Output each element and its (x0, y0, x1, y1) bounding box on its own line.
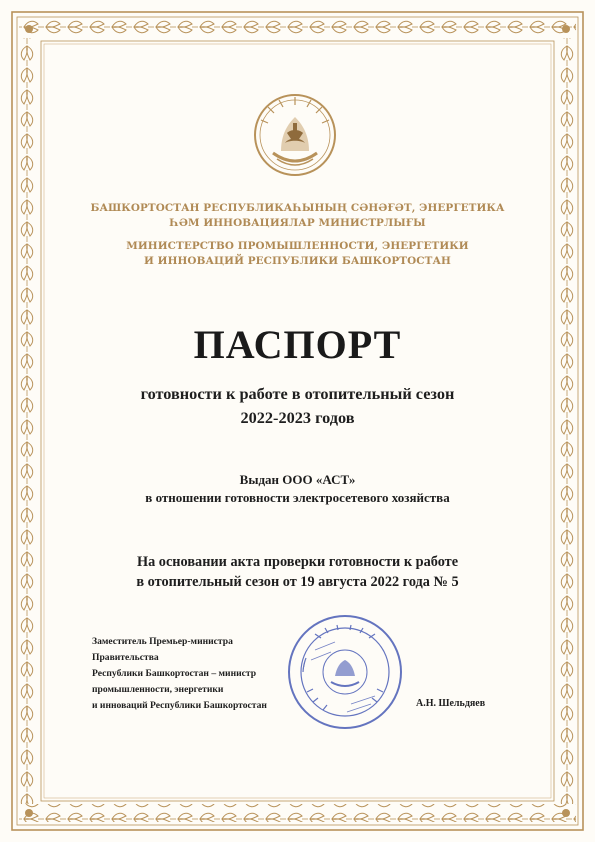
bashkortostan-emblem (253, 93, 337, 177)
ministry-name-bashkir (60, 201, 535, 231)
signatory-position-line2: Правительства (92, 652, 159, 663)
issued-scope-line: в отношении готовности электросетевого хозяйства (145, 490, 450, 505)
ministry-name-russian (60, 239, 535, 269)
basis-line1: На основании акта проверки готовности к работе (136, 554, 459, 570)
signatory-position-line1: Заместитель Премьер-министра (92, 636, 233, 647)
subtitle-line2: 2022-2023 годов (240, 408, 355, 427)
signatory-position (92, 634, 322, 714)
signatory-name: А.Н. Шельдяев (416, 698, 486, 709)
signatory-position-line5: и инноваций Республики Башкортостан (92, 700, 267, 711)
ministry-russian-line2: И ИННОВАЦИЙ РЕСПУБЛИКИ БАШКОРТОСТАН (144, 255, 451, 267)
signatory-position-line4: промышленности, энергетики (92, 684, 224, 695)
issued-to-line: Выдан ООО «АСТ» (239, 472, 356, 487)
basis-line2: в отопительный сезон от 19 августа 2022 года № 5 (136, 574, 459, 590)
ministry-bashkir-line2: ҺӘМ ИННОВАЦИЯЛАР МИНИСТРЛЫҒЫ (169, 217, 426, 229)
signatory-position-line3: Республики Башкортостан – министр (92, 668, 257, 679)
subtitle-line1: готовности к работе в отопительный сезон (140, 384, 455, 403)
document-title: ПАСПОРТ (193, 322, 402, 367)
ministry-russian-line1: МИНИСТЕРСТВО ПРОМЫШЛЕННОСТИ, ЭНЕРГЕТИКИ (126, 240, 469, 252)
ministry-bashkir-line1: БАШКОРТОСТАН РЕСПУБЛИКАҺЫНЫҢ СӘНӘҒӘТ, ЭНЕРГЕТИКА (90, 202, 505, 214)
